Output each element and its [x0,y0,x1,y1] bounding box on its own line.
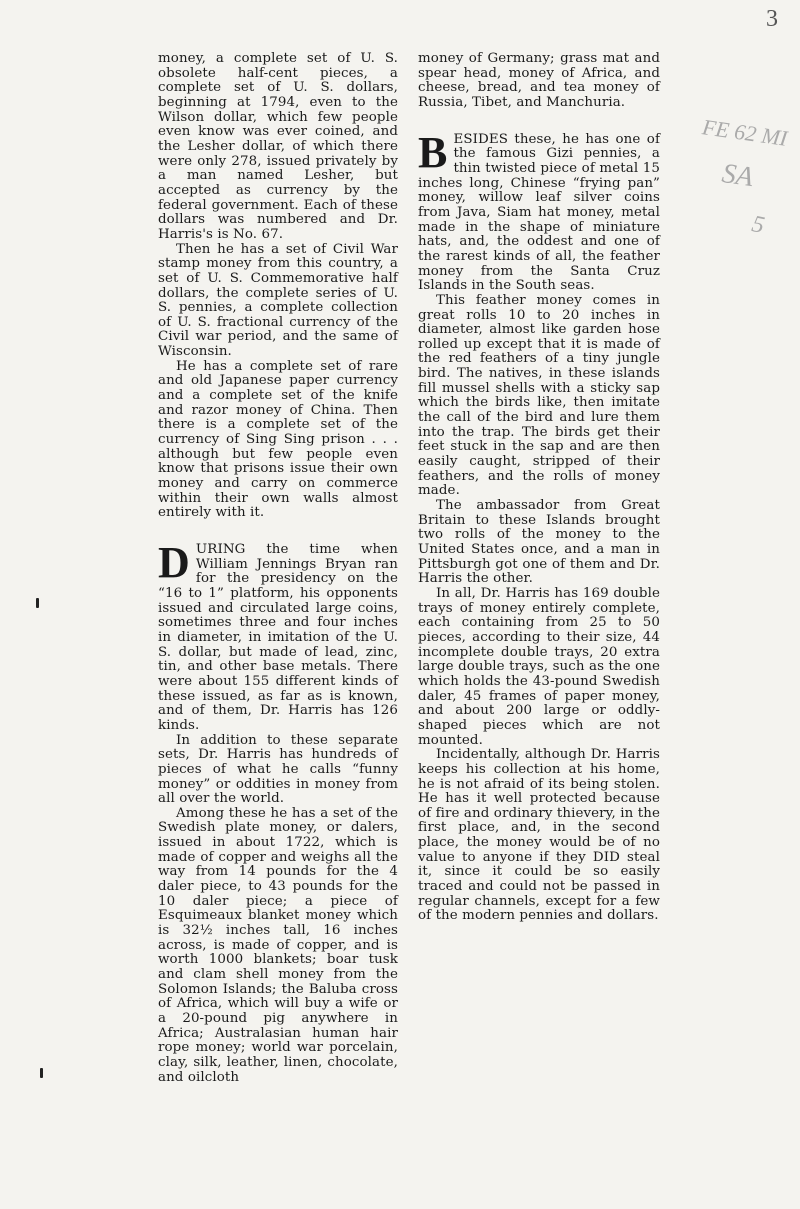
margin-note-line1: FE 62 MI [700,114,789,151]
dropcap-d: D [158,538,190,587]
dropcap-b: B [418,127,448,177]
right-paragraph-4: The ambassador from Great Britain to these Islands brought two rolls of the money to the United States once, and a man in Pittsburgh got one of them and Dr. Harris the other. [418,498,660,587]
right-paragraph-2 [418,127,660,294]
right-paragraph-1: money of Germany; grass mat and spear head, money of Africa, and cheese, bread, and tea money of Russia, Tibet, and Manchuria. [418,51,660,110]
left-paragraph-2: Then he has a set of Civil War stamp money from this country, a set of U. S. Commemorative half dollars, the complete series of U. S. pennies, a complete collection of U. S. fractional currency of the Civil war period, and the same of Wisconsin. [158,241,398,360]
left-paragraph-1: money, a complete set of U. S. obsolete half-cent pieces, a complete set of U. S. dollars, beginning at 1794, even to the Wilson dollar, which few people even know was ever coined, and the Lesher dollar, of which there were only 278, issued privately by a man named Lesher, but accepted as currency by the federal government. Each of these dollars was numbered and Dr. Harris's is No. 67. [158,51,398,242]
left-paragraph-6: Among these he has a set of the Swedish plate money, or dalers, issued in about 1722, which is made of copper and weighs all the way from 14 pounds for the 4 daler piece, to 43 pounds for the 10 daler piece; a piece of Esquimeaux blanket money which is 32½ inches tall, 16 inches across, is made of copper, and is worth 1000 blankets; boar tusk and clam shell money from the Solomon Islands; the Baluba cross of Africa, which will buy a wife or a 20-pound pig anywhere in Africa; Australasian human hair rope money; world war porcelain, clay, silk, leather, linen, chocolate, and oilcloth [158,805,398,1085]
margin-note-line3: 5 [749,211,767,239]
right-paragraph-3: This feather money comes in great rolls 10 to 20 inches in diameter, almost like garden hose rolled up except that it is made of the red feathers of a tiny jungle bird. The natives, in these islands fill mussel shells with a sticky sap which the birds like, then imitate the call of the bird and lure them into the trap. The birds get their feet stuck in the sap and are then easily caught, stripped of their feathers, and the rolls of money made. [418,292,660,499]
left-paragraph-5: In addition to these separate sets, Dr. Harris has hundreds of pieces of what he calls “funny money” or oddities in money from all over the world. [158,732,398,807]
left-column [158,52,398,1085]
binding-mark-bottom [40,1068,43,1078]
left-paragraph-4 [158,538,398,734]
right-paragraph-2-text: ESIDES these, he has one of the famous Gizi pennies, a thin twisted piece of metal 15 inches long, Chinese “frying pan” money, willow leaf silver coins from Java, Siam hat money, metal made in the shape of miniature hats, and, the oddest and one of the rarest kinds of all, the feather money from the Santa Cruz Islands in the South seas. [418,131,660,294]
right-column [418,52,660,924]
margin-note-line2: SA [720,157,756,194]
left-paragraph-3: He has a complete set of rare and old Japanese paper currency and a complete set of the knife and razor money of China. Then there is a complete set of the currency of Sing Sing prison . . . although but few people even know that prisons issue their own money and carry on commerce within their own walls almost entirely with it. [158,358,398,521]
page-number: 3 [766,6,778,32]
right-paragraph-6: Incidentally, although Dr. Harris keeps his collection at his home, he is not afraid of its being stolen. He has it well protected because of fire and ordinary thievery, in the first place, and, in the second place, the money would be of no value to anyone if they DID steal it, since it could be so easily traced and could not be passed in regular channels, except for a few of the modern pennies and dollars. [418,747,660,924]
binding-mark-top [36,598,39,608]
right-paragraph-5: In all, Dr. Harris has 169 double trays of money entirely complete, each containing from 25 to 50 pieces, according to their size, 44 incomplete double trays, 20 extra large double trays, such as the one which holds the 43-pound Swedish daler, 45 frames of paper money, and about 200 large or oddly-shaped pieces which are not mounted. [418,585,660,748]
left-paragraph-4-text: URING the time when William Jennings Bryan ran for the presidency on the “16 to 1” platform, his opponents issued and circulated large coins, sometimes three and four inches in diameter, in imitation of the U. S. dollar, but made of lead, zinc, tin, and other base metals. There were about 155 different kinds of these issued, as far as is known, and of them, Dr. Harris has 126 kinds. [158,542,398,733]
